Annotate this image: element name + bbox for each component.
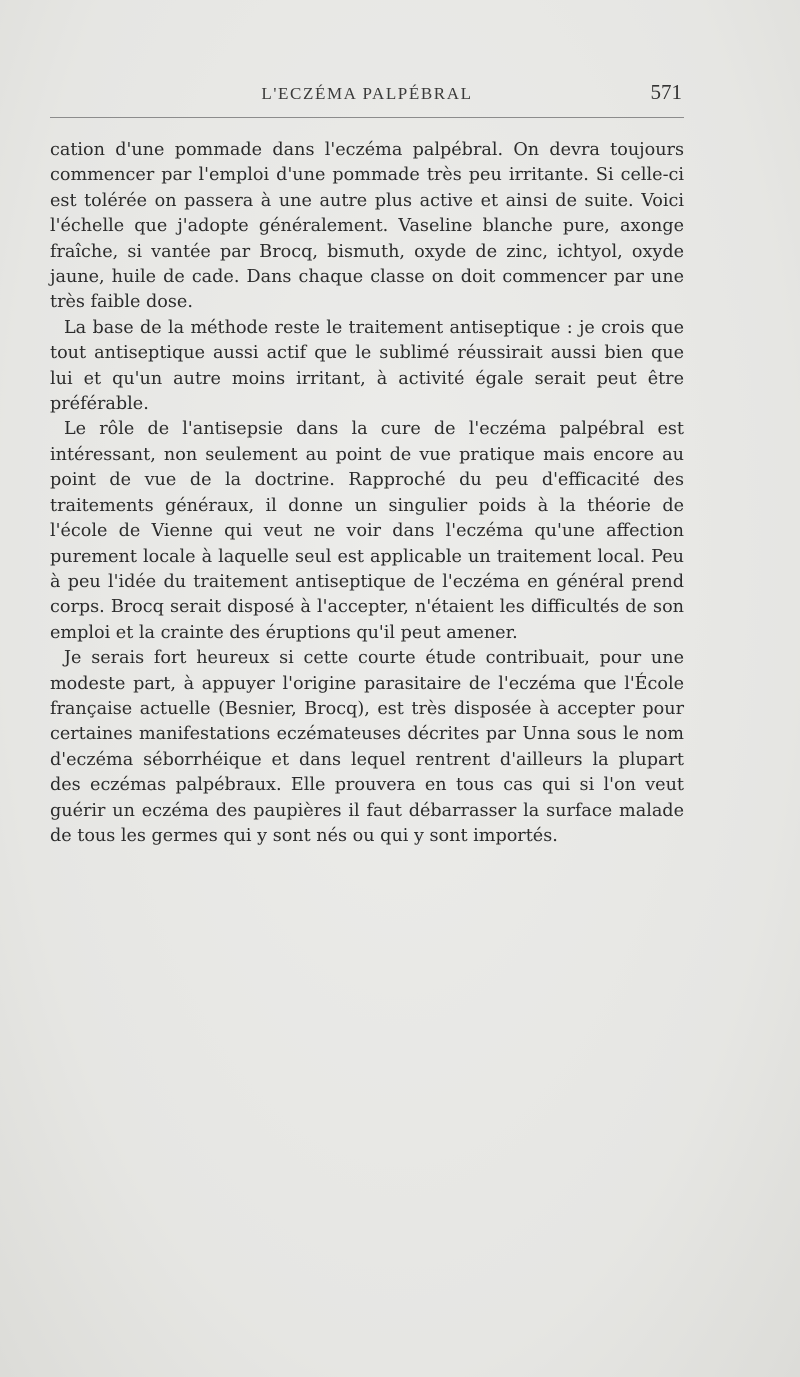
body-text	[50, 138, 684, 849]
page-number: 571	[650, 80, 682, 104]
paragraph-3: Le rôle de l'antisepsie dans la cure de l'eczéma palpébral est intéressant, non seulement au point de vue pratique mais encore au point de vue de la doctrine. Rapproché du peu d'efficacité des traitements généraux, il donne un singulier poids à la théorie de l'école de Vienne qui veut ne voir dans l'eczéma qu'une affection purement locale à laquelle seul est applicable un traitement local. Peu à peu l'idée du traitement antiseptique de l'eczéma en général prend corps. Brocq serait disposé à l'accepter, n'étaient les difficultés de son emploi et la crainte des éruptions qu'il peut amener.	[50, 419, 684, 643]
paragraph-2: La base de la méthode reste le traitement antiseptique : je crois que tout antiseptique aussi actif que le sublimé réussirait aussi bien que lui et qu'un autre moins irritant, à activité égale serait peut être préférable.	[50, 317, 684, 415]
paragraph-4: Je serais fort heureux si cette courte étude contribuait, pour une modeste part, à appuyer l'origine parasitaire de l'eczéma que l'École française actuelle (Besnier, Brocq), est très disposée à accepter pour certaines manifestations eczémateuses décrites par Unna sous le nom d'eczéma séborrhéique et dans lequel rentrent d'ailleurs la plupart des eczémas palpébraux. Elle prouvera en tous cas qui si l'on veut guérir un eczéma des paupières il faut débarrasser la surface malade de tous les germes qui y sont nés ou qui y sont importés.	[50, 648, 684, 846]
running-title: L'ECZÉMA PALPÉBRAL	[261, 84, 473, 103]
header-rule	[50, 117, 684, 118]
paragraph-1: cation d'une pommade dans l'eczéma palpébral. On devra toujours commencer par l'emploi d'une pommade très peu irritante. Si celle-ci est tolérée on passera à une autre plus active et ainsi de suite. Voici l'échelle que j'adopte généralement. Vaseline blanche pure, axonge fraîche, si vantée par Brocq, bismuth, oxyde de zinc, ichtyol, oxyde jaune, huile de cade. Dans chaque classe on doit commencer par une très faible dose.	[50, 140, 684, 313]
page-header	[50, 76, 684, 110]
